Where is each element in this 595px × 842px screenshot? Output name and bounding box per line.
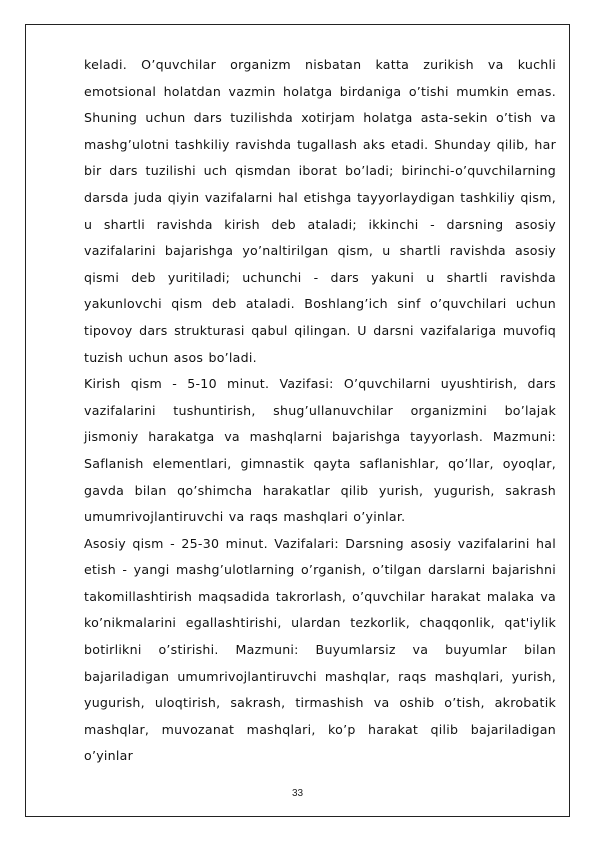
page-number: 33 [291,788,304,799]
paragraph-intro: keladi. O’quvchilar organizm nisbatan katta zurikish va kuchli emotsional holatdan vazmin holatga birdaniga o’tishi mumkin emas. Shuning uchun dars tuzilishda xotirjam holatga asta-sekin o’tish va mashg’ulotni tashkiliy ravishda tugallash aks etadi. Shunday qilib, har bir dars tuzilishi uch qismdan iborat bo’ladi; birinchi-o’quvchilarning darsda juda qiyin vazifalarni hal etishga tayyorlaydigan tashkiliy qism, u shartli ravishda kirish deb ataladi; ikkinchi - darsning asosiy vazifalarini bajarishga yo’naltirilgan qism, u shartli ravishda asosiy qismi deb yuritiladi; uchunchi - dars yakuni u shartli ravishda yakunlovchi qism deb ataladi. Boshlang’ich sinf o’quvchilari uchun tipovoy dars strukturasi qabul qilingan. U darsni vazifalariga muvofiq tuzish uchun asos bo’ladi. [84,57,556,365]
paragraph-kirish-qism: Kirish qism - 5-10 minut. Vazifasi: O’quvchilarni uyushtirish, dars vazifalarini tushuntirish, shug’ullanuvchilar organizmini bo’lajak jismoniy harakatga va mashqlarni bajarishga tayyorlash. Mazmuni: Saflanish elementlari, gimnastik qayta saflanishlar, qo’llar, oyoqlar, gavda bilan qo’shimcha harakatlar qilib yurish, yugurish, sakrash umumrivojlantiruvchi va raqs mashqlari o’yinlar. [84,376,556,525]
body-text [84,52,556,770]
paragraph-asosiy-qism: Asosiy qism - 25-30 minut. Vazifalari: Darsning asosiy vazifalarini hal etish - yangi mashg’ulotlarning o’rganish, o’tilgan darslarni bajarishni takomillashtirish maqsadida takrorlash, o’quvchilar harakat malaka va ko’nikmalarini egallashtirishi, ulardan tezkorlik, chaqqonlik, qat'iylik botirlikni o’stirishi. Mazmuni: Buyumlarsiz va buyumlar bilan bajariladigan umumrivojlantiruvchi mashqlar, raqs mashqlari, yurish, yugurish, uloqtirish, sakrash, tirmashish va oshib o’tish, akrobatik mashqlar, muvozanat mashqlari, ko’p harakat qilib bajariladigan o’yinlar [84,535,556,764]
